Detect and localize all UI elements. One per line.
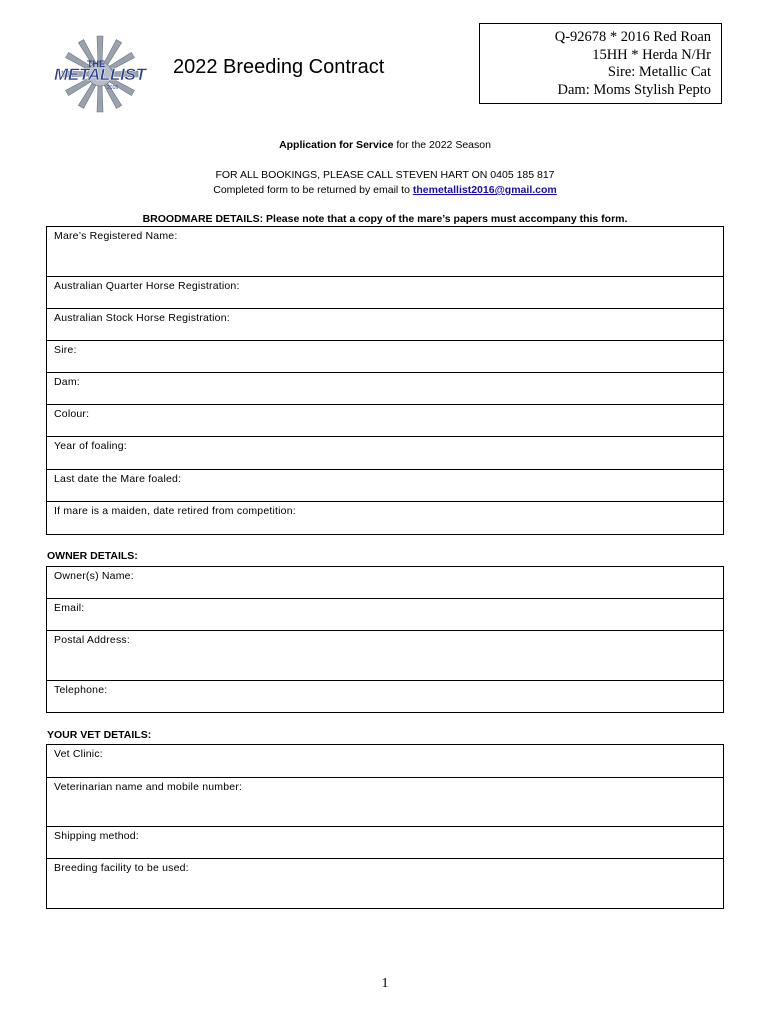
svg-text:THE: THE — [87, 59, 105, 69]
year-of-foaling-field[interactable]: Year of foaling: — [47, 437, 724, 470]
ash-registration-field[interactable]: Australian Stock Horse Registration: — [47, 309, 724, 341]
owner-table — [46, 566, 724, 713]
email-link[interactable]: themetallist2016@gmail.com — [412, 184, 557, 196]
application-line — [0, 139, 770, 151]
return-line — [0, 184, 770, 196]
vet-name-mobile-field[interactable]: Veterinarian name and mobile number: — [47, 778, 724, 827]
postal-address-field[interactable]: Postal Address: — [47, 631, 724, 681]
telephone-field[interactable]: Telephone: — [47, 681, 724, 713]
svg-text:METALLIST: METALLIST — [54, 65, 146, 84]
vet-table — [46, 744, 724, 909]
horse-info-line: Q-92678 * 2016 Red Roan — [554, 29, 711, 45]
vet-heading: YOUR VET DETAILS: — [47, 729, 152, 741]
colour-field[interactable]: Colour: — [47, 405, 724, 437]
page-title: 2022 Breeding Contract — [173, 56, 385, 78]
vet-clinic-field[interactable]: Vet Clinic: — [47, 745, 724, 778]
owner-heading: OWNER DETAILS: — [47, 550, 138, 562]
horse-info-line: Sire: Metallic Cat — [607, 64, 711, 80]
maiden-retired-field[interactable]: If mare is a maiden, date retired from competition: — [47, 502, 724, 535]
page-number: 1 — [381, 976, 389, 991]
last-foaled-field[interactable]: Last date the Mare foaled: — [47, 470, 724, 502]
broodmare-table — [46, 226, 724, 535]
sire-field[interactable]: Sire: — [47, 341, 724, 373]
owner-email-field[interactable]: Email: — [47, 599, 724, 631]
aqha-registration-field[interactable]: Australian Quarter Horse Registration: — [47, 277, 724, 309]
horse-info-box — [479, 23, 722, 104]
bookings-line: FOR ALL BOOKINGS, PLEASE CALL STEVEN HART ON 0405 185 817 — [215, 169, 555, 181]
horse-info-line: Dam: Moms Stylish Pepto — [557, 81, 711, 98]
horse-info-line: 15HH * Herda N/Hr — [592, 46, 711, 63]
metallist-logo — [50, 34, 150, 114]
application-bold: Application for Service — [279, 139, 394, 151]
broodmare-heading: BROODMARE DETAILS: Please note that a copy of the mare’s papers must accompany this form. — [142, 213, 628, 225]
shipping-method-field[interactable]: Shipping method: — [47, 827, 724, 859]
mare-name-field[interactable]: Mare’s Registered Name: — [47, 227, 724, 277]
svg-text:2016: 2016 — [107, 85, 119, 91]
application-rest: for the 2022 Season — [393, 139, 491, 151]
breeding-facility-field[interactable]: Breeding facility to be used: — [47, 859, 724, 909]
return-text: Completed form to be returned by email to — [213, 184, 413, 196]
owner-name-field[interactable]: Owner(s) Name: — [47, 567, 724, 599]
dam-field[interactable]: Dam: — [47, 373, 724, 405]
